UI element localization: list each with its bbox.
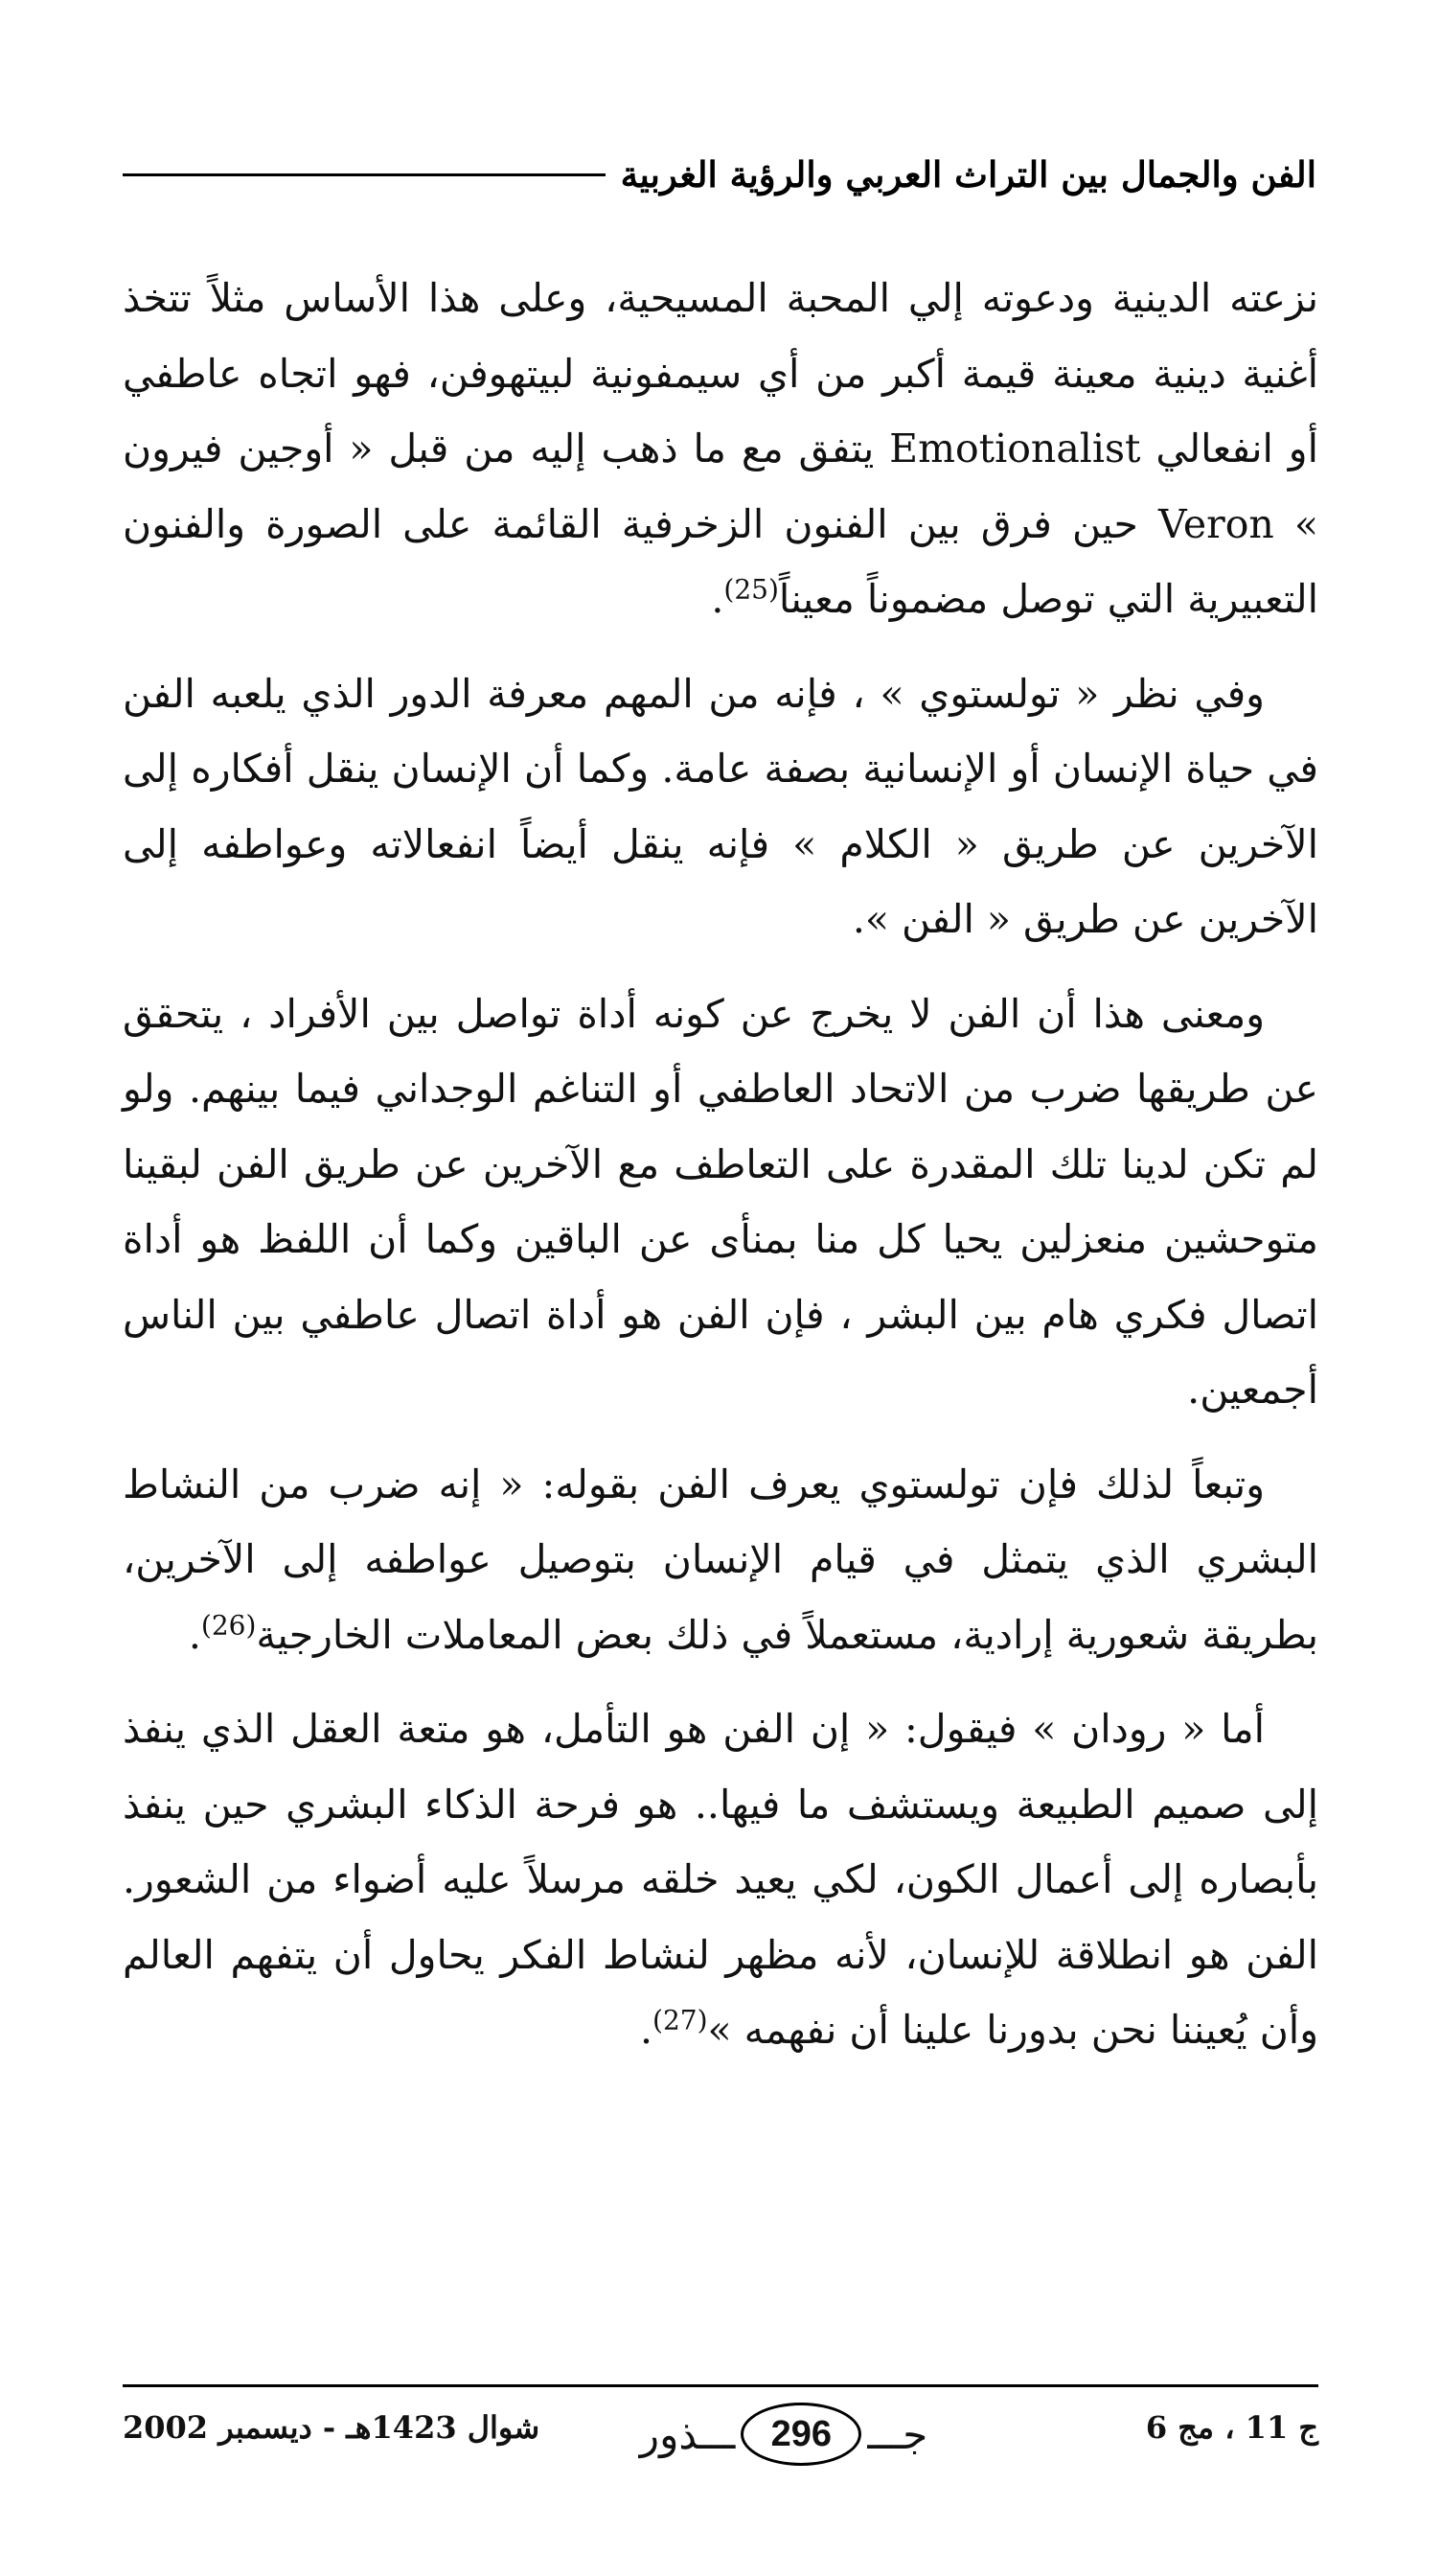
paragraph-1 [123, 261, 1318, 637]
paragraph-end: . [188, 1611, 201, 1658]
paragraph-end: . [639, 2007, 653, 2053]
running-header [123, 144, 1316, 205]
footnote-marker: (25) [723, 573, 779, 606]
paragraph-2 [123, 656, 1318, 957]
issue-date: شوال 1423هـ - ديسمبر 2002 [123, 2409, 540, 2446]
page-number: 296 [741, 2403, 861, 2466]
paragraph-text: نزعته الدينية ودعوته إلي المحبة المسيحية، وعلى هذا الأساس مثلاً تتخذ أغنية دينية معينة قيمة أكبر من أي سيمفونية لبيتهوفن، فهو اتجاه عاطفي أو انفعالي Emotionalist يتفق مع ما ذهب إليه من قبل « أوجين فيرون » Veron حين فرق بين الفنون الزخرفية القائمة على الصورة والفنون التعبيرية التي توصل مضموناً معيناً [123, 275, 1318, 622]
journal-logo-row [640, 2403, 927, 2466]
footer-rule [123, 2384, 1318, 2387]
running-title: الفن والجمال بين التراث العربي والرؤية الغربية [620, 153, 1316, 196]
body-text [123, 261, 1318, 2087]
paragraph-text: وتبعاً لذلك فإن تولستوي يعرف الفن بقوله: « إنه ضرب من النشاط البشري الذي يتمثل في قيام الإنسان بتوصيل عواطفه إلى الآخرين، بطريقة شعورية إرادية، مستعملاً في ذلك بعض المعاملات الخارجية [123, 1460, 1318, 1658]
paragraph-5 [123, 1691, 1318, 2068]
footnote-marker: (26) [200, 1608, 257, 1641]
journal-logo [621, 2396, 947, 2472]
journal-name-right: ـــذور [639, 2410, 736, 2458]
footnote-marker: (27) [652, 2004, 708, 2036]
paragraph-text: وفي نظر « تولستوي » ، فإنه من المهم معرفة الدور الذي يلعبه الفن في حياة الإنسان أو الإنسانية بصفة عامة. وكما أن الإنسان ينقل أفكاره إلى الآخرين عن طريق « الكلام » فإنه ينقل أيضاً انفعالاته وعواطفه إلى الآخرين عن طريق « الفن ». [123, 670, 1318, 942]
paragraph-end: . [711, 576, 724, 622]
paragraph-3 [123, 977, 1318, 1428]
paragraph-4 [123, 1447, 1318, 1673]
volume-issue: ج 11 ، مج 6 [1145, 2409, 1318, 2446]
header-rule [123, 173, 606, 176]
paragraph-text: ومعنى هذا أن الفن لا يخرج عن كونه أداة تواصل بين الأفراد ، يتحقق عن طريقها ضرب من الاتحاد العاطفي أو التناغم الوجداني فيما بينهم. ولو لم تكن لدينا تلك المقدرة على التعاطف مع الآخرين عن طريق الفن لبقينا متوحشين منعزلين يحيا كل منا بمنأى عن الباقين وكما أن اللفظ هو أداة اتصال فكري هام بين البشر ، فإن الفن هو أداة اتصال عاطفي بين الناس أجمعين. [123, 990, 1318, 1413]
paragraph-text: أما « رودان » فيقول: « إن الفن هو التأمل، هو متعة العقل الذي ينفذ إلى صميم الطبيعة ويستشف ما فيها.. هو فرحة الذكاء البشري حين ينفذ بأبصاره إلى أعمال الكون، لكي يعيد خلقه مرسلاً عليه أضواء من الشعور. الفن هو انطلاقة للإنسان، لأنه مظهر لنشاط الفكر يحاول أن يتفهم العالم وأن يُعيننا نحن بدورنا علينا أن نفهمه » [123, 1706, 1318, 2053]
journal-name-left: جـــ [867, 2410, 928, 2458]
page-footer [123, 2396, 1318, 2472]
